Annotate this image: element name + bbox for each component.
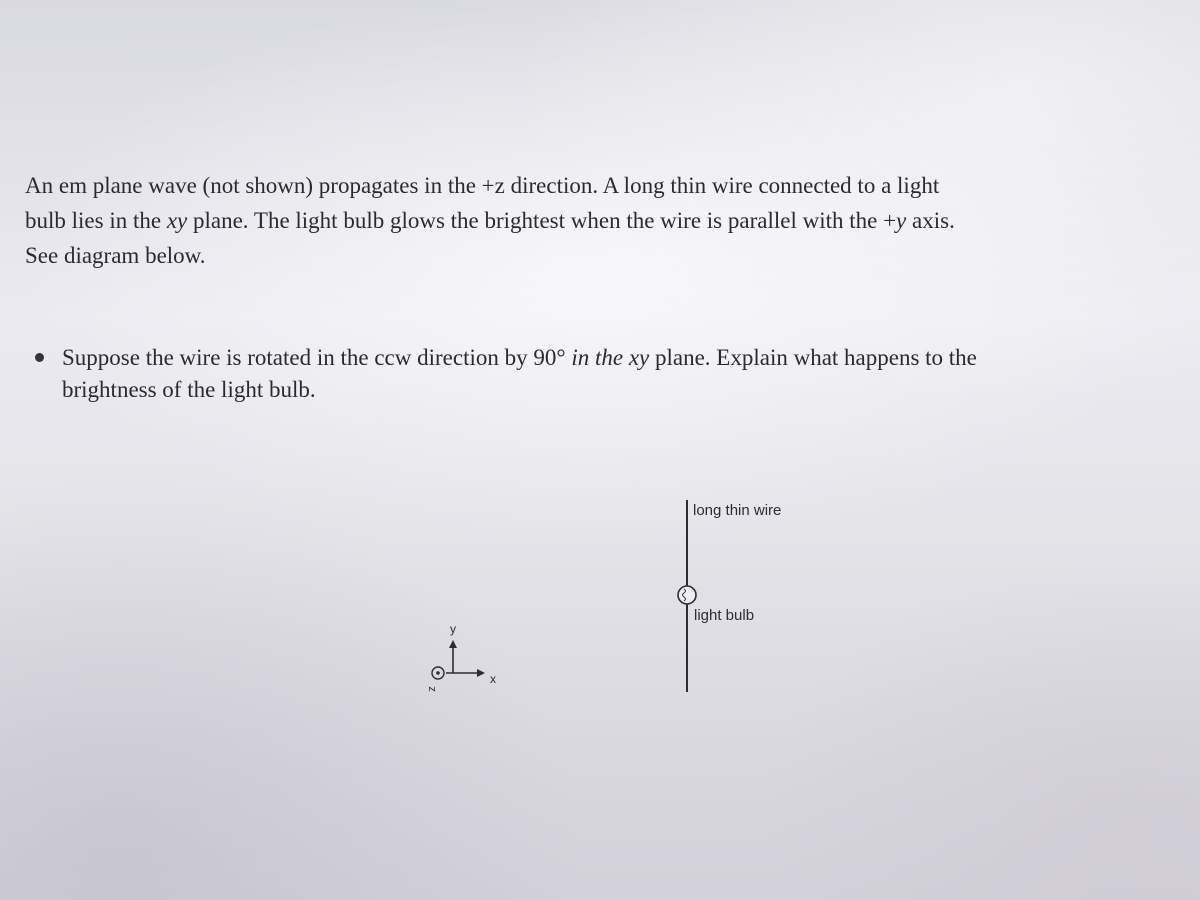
text-span: plane. The light bulb glows the brightest when the wire is parallel with the + (187, 208, 897, 233)
z-axis-label: z (425, 686, 438, 692)
text-span: See diagram below. (25, 243, 206, 268)
y-axis-label: y (450, 622, 456, 636)
bullet-line-2: brightness of the light bulb. (62, 377, 316, 402)
text-span: plane. Explain what happens to the (649, 345, 977, 370)
x-axis-label: x (490, 672, 496, 686)
text-span: An em plane wave (not shown) propagates in the +z direction. A long thin wire connected to a light (25, 173, 940, 198)
x-axis-arrow-icon (477, 669, 485, 677)
math-in-the-xy: in the xy (571, 345, 650, 370)
math-xy: xy (166, 208, 188, 233)
text-span: axis. (906, 208, 955, 233)
axes-icon (432, 640, 485, 679)
y-axis-arrow-icon (449, 640, 457, 648)
wire-label: long thin wire (693, 502, 782, 519)
text-span: bulb lies in the (25, 208, 167, 233)
text-span: Suppose the wire is rotated in the ccw direction by 90° (62, 345, 572, 370)
z-axis-dot (436, 671, 440, 675)
math-y: y (896, 208, 907, 233)
light-bulb-icon (678, 586, 696, 604)
bulb-label: light bulb (694, 607, 755, 624)
